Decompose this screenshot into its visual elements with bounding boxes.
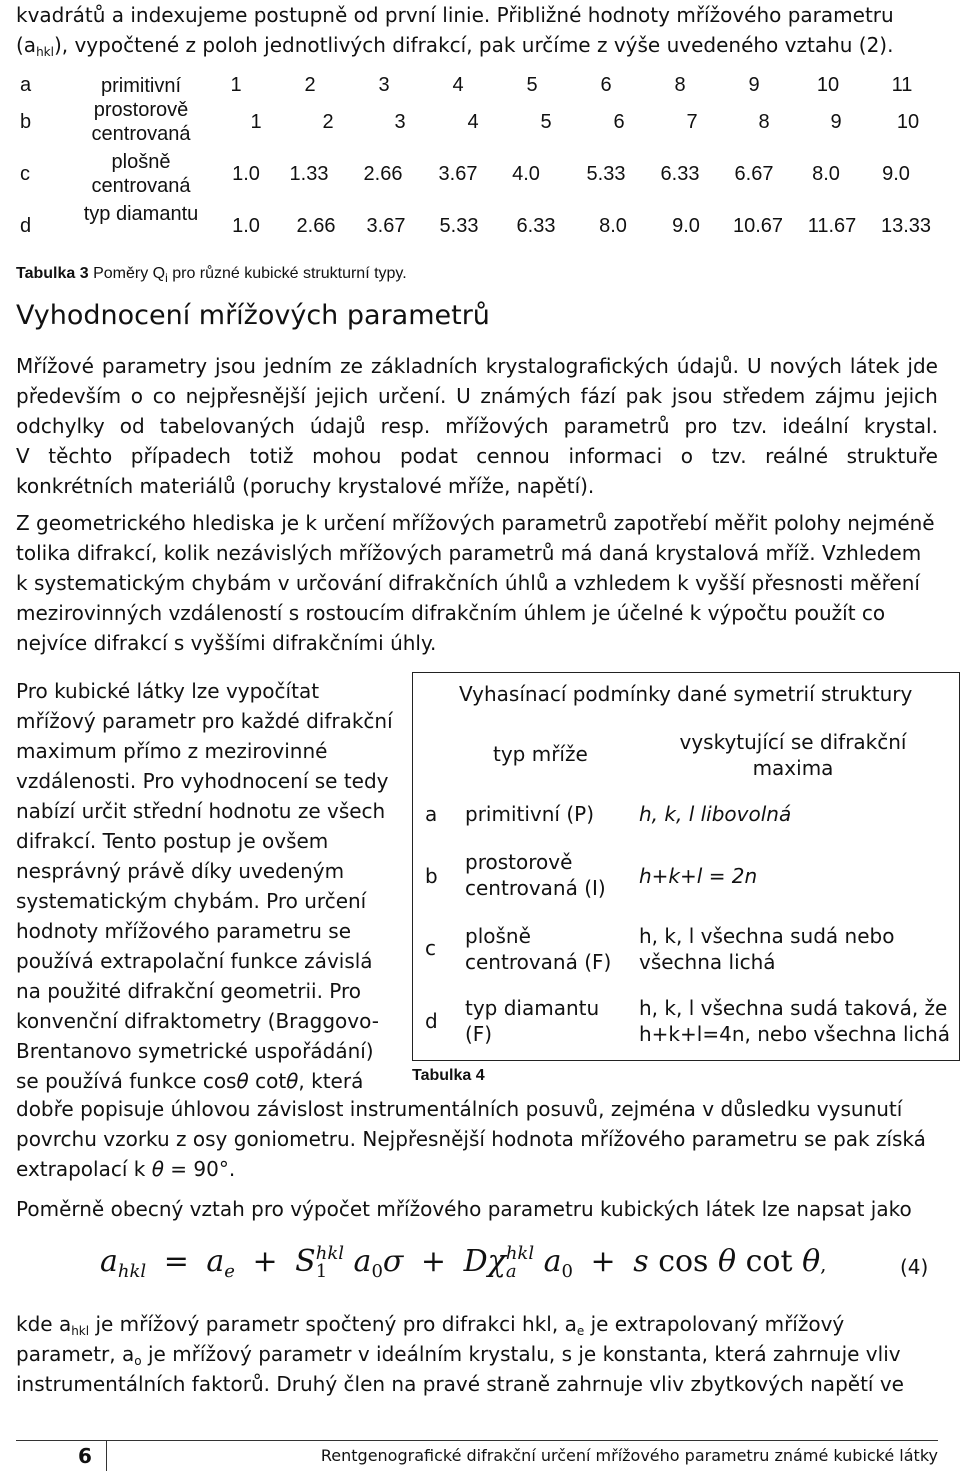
row-name: prostorově centrovaná — [91, 99, 191, 145]
table-cell: 8 — [758, 111, 770, 133]
table-cell: 10 — [816, 74, 840, 96]
table-cell: 1 — [230, 74, 242, 96]
text-line: systematickým chybám. Pro určení — [16, 889, 367, 913]
table-cell: 9.0 — [672, 215, 700, 237]
table-cell: 5.33 — [439, 215, 479, 237]
row-label: a — [425, 802, 438, 826]
row-label: a — [20, 74, 32, 96]
table-cell: 8 — [674, 74, 686, 96]
intro-line-2: $(a_{hkl})$, vypočtené z poloh jednotlivých difrakcí, pak určíme z výše uvedeného vztahu (2). — [16, 33, 894, 59]
table-cell: 5 — [526, 74, 538, 96]
text-line: mřížový parametr pro každé difrakční — [16, 709, 393, 733]
table-cell: 2 — [304, 74, 316, 96]
table-cell: 6.67 — [734, 163, 774, 185]
table-cell: 3 — [378, 74, 390, 96]
text-line: povrchu vzorku z osy goniometru. Nejpřesnější hodnota mřížového parametru se pak získá — [16, 1127, 926, 1151]
table-cell: 6.33 — [516, 215, 556, 237]
row-label: d — [425, 1009, 438, 1033]
text-line: Z geometrického hlediska je k určení mřížových parametrů zapotřebí měřit polohy nejméně — [16, 511, 935, 535]
table-cell: 5.33 — [586, 163, 626, 185]
text-line: extrapolací k θ = 90°. — [16, 1157, 236, 1181]
table-cell: 7 — [686, 111, 698, 133]
table-cell: 13.33 — [880, 215, 932, 237]
footer-separator — [106, 1440, 107, 1471]
text-line: vzdálenosti. Pro vyhodnocení se tedy — [16, 769, 389, 793]
text-line: Brentanovo symetrické uspořádání) — [16, 1039, 374, 1063]
table-cell: 6.33 — [660, 163, 700, 185]
table-cell: 3 — [394, 111, 406, 133]
table-3-caption: Tabulka 3 Poměry $Q_i$ pro různé kubické strukturní typy. — [16, 265, 407, 285]
row-label: d — [20, 215, 32, 237]
footer-title: Rentgenografické difrakční určení mřížového parametru známé kubické látky — [320, 1446, 938, 1465]
section-heading: Vyhodnocení mřížových parametrů — [16, 300, 490, 331]
text-line: parametr, $a_o$ je mřížový parametr v ideálním krystalu, s je konstanta, která zahrnuje vliv — [16, 1342, 901, 1368]
table-cell: 4.0 — [512, 163, 540, 185]
row-name: primitivní — [100, 75, 181, 97]
text-line: instrumentálních faktorů. Druhý člen na pravé straně zahrnuje vliv zbytkových napětí ve — [16, 1372, 904, 1396]
condition: h, k, l všechna sudá nebo všechna lichá — [639, 924, 895, 974]
text-line: k systematickým chybám v určování difrakčních úhlů a vzhledem k vyšší přesnosti měření — [16, 571, 920, 595]
table-cell: 9 — [748, 74, 760, 96]
paragraph-3-cont — [16, 1094, 938, 1184]
row-label: b — [20, 111, 32, 133]
table-cell: 4 — [452, 74, 464, 96]
row-label: b — [425, 864, 438, 888]
text-line: Poměrně obecný vztah pro výpočet mřížového parametru kubických látek lze napsat jako — [16, 1197, 912, 1221]
paragraph-1 — [16, 351, 938, 501]
text-line: odchylky od tabelovaných údajů resp. mřížových parametrů pro tzv. ideální krystal. — [16, 414, 938, 438]
lattice-type: plošně centrovaná (F) — [465, 924, 612, 974]
table-cell: 11.67 — [807, 215, 857, 237]
table-cell: 3.67 — [366, 215, 406, 237]
equation-4: $a_{hkl} = a_e + S$ hkl 1 $a_0\sigma + D\chi$ hkl a $a_0 + s$ cos θ cot θ, — [100, 1243, 827, 1282]
equation-number: (4) — [900, 1255, 929, 1279]
text-line: nesprávný právě díky uvedeným — [16, 859, 345, 883]
table-4-title: Vyhasínací podmínky dané symetrií struktury — [459, 682, 913, 706]
table-cell: 11 — [891, 74, 913, 96]
text-line: difrakcí. Tento postup je ovšem — [16, 829, 329, 853]
table-cell: 5 — [540, 111, 552, 133]
text-line: konvenční difraktometry (Braggovo- — [16, 1009, 379, 1033]
text-line: tolika difrakcí, kolik nezávislých mřížových parametrů má daná krystalová mříž. Vzhledem — [16, 541, 922, 565]
table-4-col-maxima: vyskytující se difrakční maxima — [679, 730, 907, 780]
text-line: konkrétních materiálů (poruchy krystalové mříže, napětí). — [16, 474, 595, 498]
condition: h+k+l = 2n — [639, 864, 758, 888]
table-cell: 10.67 — [732, 215, 784, 237]
text-line: Mřížové parametry jsou jedním ze základních krystalografických údajů. U nových látek jde — [16, 354, 938, 378]
paragraph-3-left — [16, 676, 398, 1096]
table-cell: 6 — [613, 111, 625, 133]
table-3 — [16, 66, 944, 256]
table-cell: 4 — [467, 111, 479, 133]
text-line: nejvíce difrakcí s vyššími difrakčními úhly. — [16, 631, 437, 655]
text-line: se používá funkce cosθ cotθ, která — [16, 1069, 364, 1093]
text-line: nabízí určit střední hodnotu ze všech — [16, 799, 386, 823]
text-line: hodnoty mřížového parametru se — [16, 919, 351, 943]
row-label: c — [20, 163, 30, 185]
intro-line-1: kvadrátů a indexujeme postupně od první linie. Přibližné hodnoty mřížového parametru — [16, 3, 894, 27]
table-4-caption: Tabulka 4 — [412, 1067, 485, 1084]
table-cell: 1.0 — [232, 163, 260, 185]
text-line: kde $a_{hkl}$ je mřížový parametr spočtený pro difrakci hkl, $a_e$ je extrapolovaný mřížový — [16, 1312, 845, 1338]
row-label: c — [425, 936, 436, 960]
table-cell: 1.33 — [289, 163, 329, 185]
table-cell: 2.66 — [296, 215, 336, 237]
text-line: dobře popisuje úhlovou závislost instrumentálních posuvů, zejména v důsledku vysunutí — [16, 1097, 903, 1121]
text-line: především o co nejpřesnější jejich určení. U známých fází pak jsou středem zájmu jejich — [16, 384, 938, 408]
table-4 — [412, 672, 960, 1061]
text-line: mezirovinných vzdáleností s rostoucím difrakčním úhlem je účelné k výpočtu použít co — [16, 601, 886, 625]
paragraph-2 — [16, 508, 938, 658]
paragraph-4 — [16, 1194, 938, 1224]
table-cell: 9 — [830, 111, 842, 133]
lattice-type: primitivní (P) — [465, 802, 595, 826]
row-name: plošně centrovaná — [91, 151, 191, 197]
text-line: Pro kubické látky lze vypočítat — [16, 679, 320, 703]
table-cell: 8.0 — [812, 163, 840, 185]
paragraph-5 — [16, 1309, 938, 1399]
table-cell: 6 — [600, 74, 612, 96]
table-cell: 3.67 — [438, 163, 478, 185]
lattice-type: prostorově centrovaná (I) — [465, 850, 606, 900]
table-cell: 2 — [322, 111, 334, 133]
table-cell: 10 — [896, 111, 920, 133]
table-cell: 1 — [250, 111, 262, 133]
text-line: na použité difrakční geometrii. Pro — [16, 979, 362, 1003]
footer-divider — [16, 1440, 938, 1441]
text-line: používá extrapolační funkce závislá — [16, 949, 373, 973]
table-cell: 9.0 — [882, 163, 910, 185]
table-cell: 8.0 — [599, 215, 627, 237]
table-4-col-type: typ mříže — [493, 742, 588, 766]
row-name: typ diamantu — [83, 203, 199, 225]
text-line: V těchto případech totiž mohou podat cennou informaci o tzv. reálné struktuře — [16, 444, 938, 468]
page-number: 6 — [78, 1444, 92, 1468]
intro-paragraph — [16, 0, 938, 60]
condition: h, k, l libovolná — [639, 802, 792, 826]
table-cell: 1.0 — [232, 215, 260, 237]
text-line: maximum přímo z mezirovinné — [16, 739, 328, 763]
table-cell: 2.66 — [363, 163, 403, 185]
lattice-type: typ diamantu (F) — [465, 996, 600, 1046]
condition: h, k, l všechna sudá taková, že h+k+l=4n, nebo všechna lichá — [639, 996, 951, 1046]
